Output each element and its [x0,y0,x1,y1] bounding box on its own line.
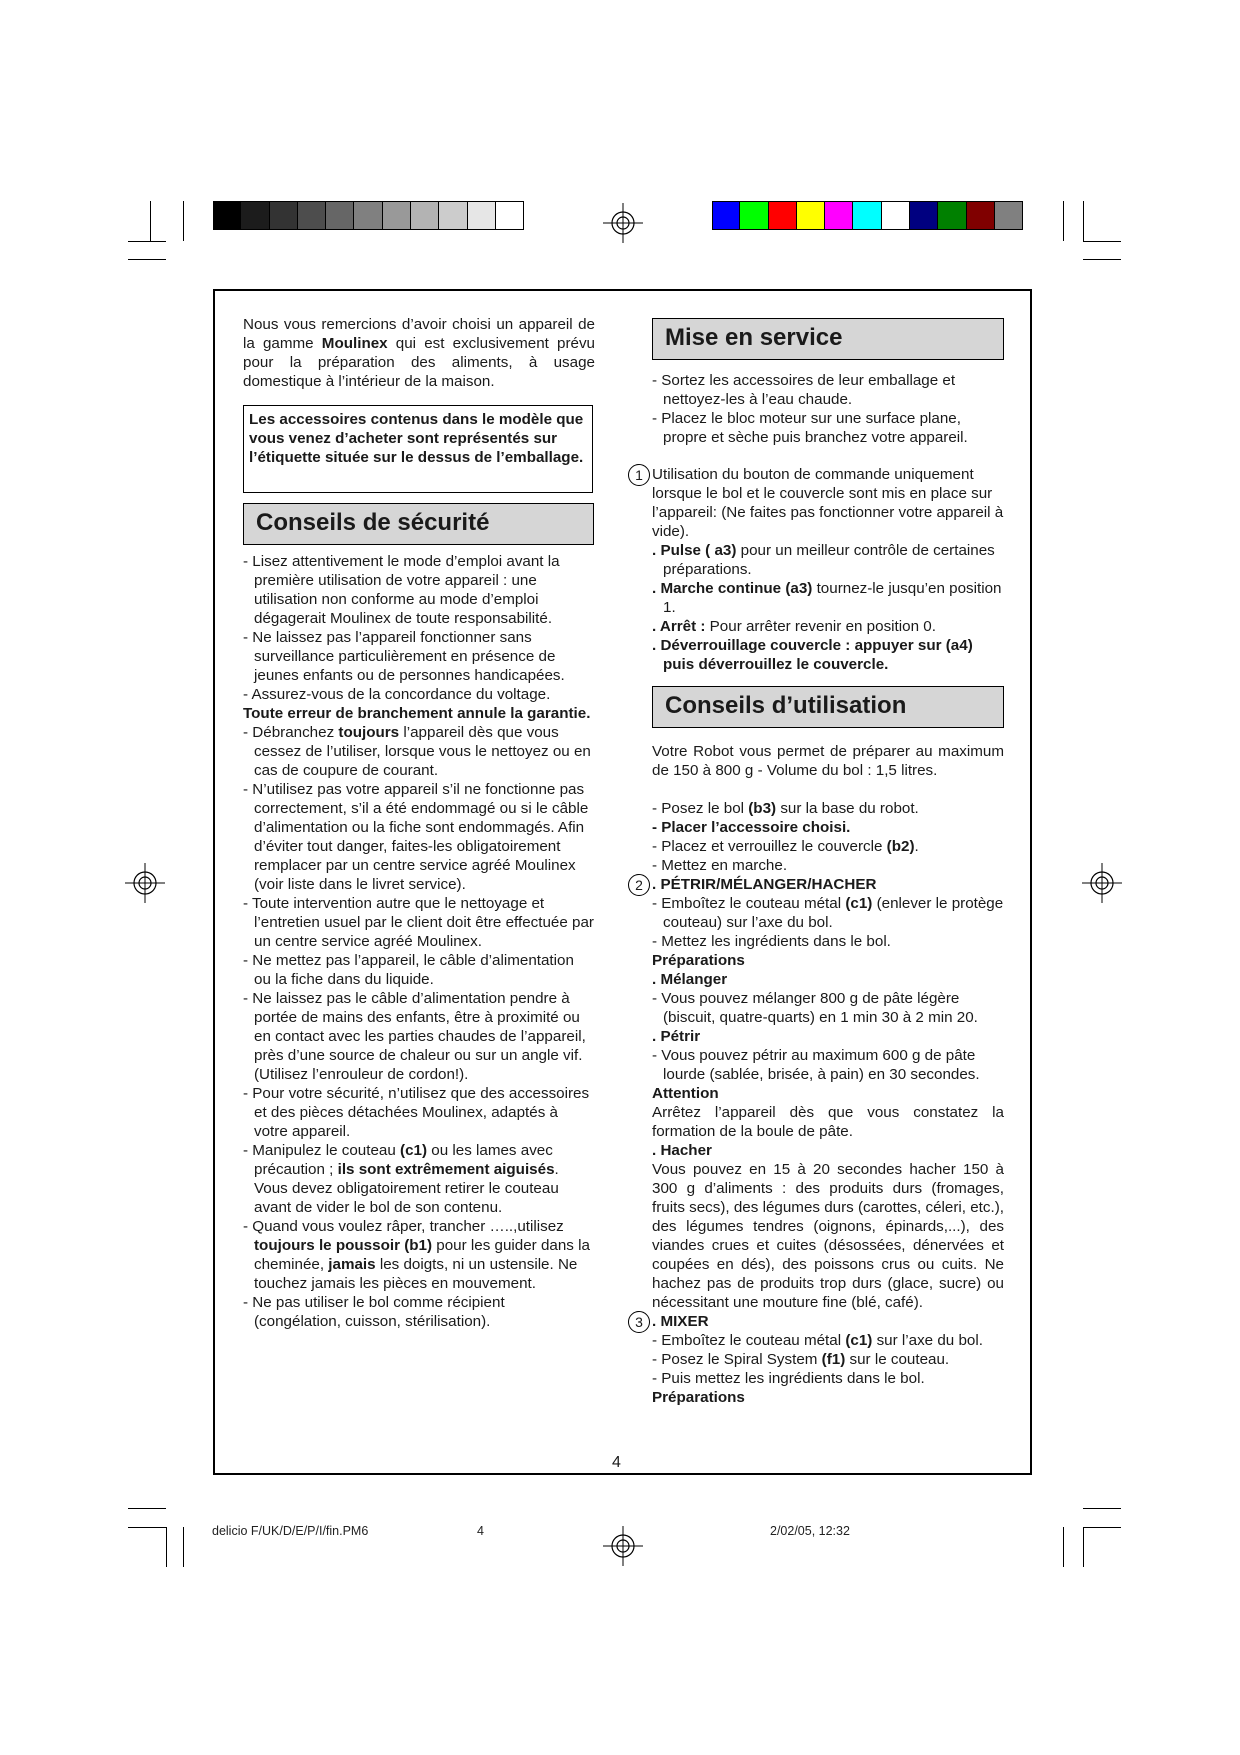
step-line: - Mettez en marche. [652,857,788,874]
color-swatch [241,201,269,230]
subheading: Préparations [652,1389,745,1406]
step-line: - Emboîtez le couteau métal (c1) sur l’axe du bol. [652,1332,983,1349]
list-item: - Débranchez toujours l’appareil dès que vous cessez de l’utiliser, lorsque vous le nettoyez ou en cas de coupure de courant. [243,724,591,779]
color-swatch [213,201,241,230]
intro-paragraph: Nous vous remercions d’avoir choisi un appareil de la gamme Moulinex qui est exclusivement prévu pour la préparation des aliments, à usage domestique à l’intérieur de la maison. [243,316,596,390]
list-item: - Pour votre sécurité, n’utilisez que des accessoires et des pièces détachées Moulinex, adaptés à votre appareil. [243,1085,590,1140]
hacher-text: Vous pouvez en 15 à 20 secondes hacher 150 à 300 g d’aliments : des produits durs (fromages, fruits secs), des légumes durs (carottes, céleri, etc.), des légumes tendres (oignons, épinards,...), des viandes crues et cuites (désossées, dénervées et coupées en dés), des poissons crus ou cuits. Ne hachez pas de produits trop durs (glace, sucre) ou nécessitant une mouture fine (blé, café). [652,1161,1004,1311]
accessories-notice: Les accessoires contenus dans le modèle que vous venez d’acheter sont représentés sur l’étiquette située sur le dessus de l’emballage. [243,405,593,493]
registration-mark-right-icon [1082,863,1122,903]
color-swatch [439,201,467,230]
footer-date: 2/02/05, 12:32 [770,1524,850,1538]
list-item: - Ne pas utiliser le bol comme récipient (congélation, cuisson, stérilisation). [243,1294,505,1330]
list-item: - Assurez-vous de la concordance du voltage. [243,686,551,703]
step-number-1-icon: 1 [628,464,650,486]
control-button-usage [635,465,1004,674]
step-line: - Vous pouvez pétrir au maximum 600 g de pâte lourde (sablée, brisée, à pain) en 30 secondes. [652,1047,980,1083]
color-swatch [995,201,1023,230]
mixer-title: 3 . MIXER [652,1312,1004,1331]
color-swatch [326,201,354,230]
step-line: - Mettez les ingrédients dans le bol. [652,933,891,950]
control-usage-text: Utilisation du bouton de commande uniquement lorsque le bol et le couvercle sont mis en place sur l’appareil: (Ne faites pas fonctionner votre appareil à vide). [652,466,1004,540]
service-list [652,371,1004,447]
color-swatch [967,201,995,230]
list-item: - Sortez les accessoires de leur emballage et nettoyez-les à l’eau chaude. [652,372,956,408]
color-swatch [797,201,825,230]
list-item: - Placez le bloc moteur sur une surface plane, propre et sèche puis branchez votre appareil. [652,410,968,446]
color-swatch [853,201,881,230]
subheading: . Pétrir [652,1028,701,1045]
color-swatch [882,201,910,230]
color-swatch [740,201,768,230]
page-number: 4 [612,1454,621,1471]
subheading: . Hacher [652,1142,712,1159]
subheading: Préparations [652,952,745,969]
list-item: - Lisez attentivement le mode d’emploi avant la première utilisation de votre appareil : une utilisation non conforme au mode d’emploi dégagerait Moulinex de toute responsabilité. [243,553,560,627]
subheading: . Mélanger [652,971,728,988]
section-title-securite: Conseils de sécurité [243,503,594,545]
petrir-title: 2 . PÉTRIR/MÉLANGER/HACHER [652,875,1004,894]
color-swatch [270,201,298,230]
color-swatch [383,201,411,230]
section-title-mise-en-service: Mise en service [652,318,1004,360]
footer-filename: delicio F/UK/D/E/P/I/fin.PM6 [212,1524,369,1538]
footer-page: 4 [477,1524,484,1538]
gray-color-bar [213,201,524,230]
color-swatch [468,201,496,230]
registration-mark-bottom-icon [603,1526,643,1566]
marche-line: . Marche continue (a3) tournez-le jusqu’en position 1. [652,580,1002,616]
color-bar [712,201,1023,230]
attention-text: Arrêtez l’appareil dès que vous constatez la formation de la boule de pâte. [652,1104,1004,1140]
utilisation-intro: Votre Robot vous permet de préparer au maximum de 150 à 800 g - Volume du bol : 1,5 litres. [652,743,1004,779]
color-swatch [354,201,382,230]
securite-list [243,552,595,1331]
step-line: - Emboîtez le couteau métal (c1) (enlever le protège couteau) sur l’axe du bol. [652,895,1004,931]
list-item: - Ne laissez pas le câble d’alimentation pendre à portée de mains des enfants, être à proximité ou en contact avec les parties chaudes de l’appareil, près d’une source de chaleur ou sur un angle vif. (Utilisez l’enrouleur de cordon!). [243,990,586,1083]
list-item: - Manipulez le couteau (c1) ou les lames avec précaution ; ils sont extrêmement aiguisés. Vous devez obligatoirement retirer le couteau avant de vider le bol de son contenu. [243,1142,559,1216]
brand-name: Moulinex [321,335,388,352]
registration-mark-left-icon [125,863,165,903]
color-swatch [298,201,326,230]
color-swatch [769,201,797,230]
list-item: - Toute intervention autre que le nettoyage et l’entretien usuel par le client doit être effectuée par un centre service agréé Moulinex. [243,895,594,950]
color-swatch [910,201,938,230]
step-line: - Posez le bol (b3) sur la base du robot. [652,800,919,817]
step-number-3-icon: 3 [628,1311,650,1333]
list-item: - Ne laissez pas l’appareil fonctionner sans surveillance particulièrement en présence de jeunes enfants ou de personnes handicapées. [243,629,565,684]
color-swatch [411,201,439,230]
step-line: - Placez et verrouillez le couvercle (b2). [652,838,919,855]
step-line: - Vous pouvez mélanger 800 g de pâte légère (biscuit, quatre-quarts) en 1 min 30 à 2 min 20. [652,990,978,1026]
list-item: - N’utilisez pas votre appareil s’il ne fonctionne pas correctement, s’il a été endommagé ou si le câble d’alimentation ou la fiche sont endommagés. Afin d’éviter tout danger, faites-les obligatoirement remplacer par un centre service agréé Moulinex (voir liste dans le livret service). [243,781,589,893]
list-item: - Ne mettez pas l’appareil, le câble d’alimentation ou la fiche dans du liquide. [243,952,574,988]
registration-mark-top-icon [603,203,643,243]
arret-line: . Arrêt : Pour arrêter revenir en position 0. [652,618,936,635]
section-title-utilisation: Conseils d’utilisation [652,686,1004,728]
subheading: Attention [652,1085,719,1102]
color-swatch [496,201,524,230]
pulse-line: . Pulse ( a3) pour un meilleur contrôle de certaines préparations. [652,542,995,578]
step-line: - Posez le Spiral System (f1) sur le couteau. [652,1351,950,1368]
list-item: - Quand vous voulez râper, trancher …..,utilisez toujours le poussoir (b1) pour les guider dans la cheminée, jamais les doigts, ni un ustensile. Ne touchez jamais les pièces en mouvement. [243,1218,590,1292]
color-swatch [712,201,740,230]
color-swatch [825,201,853,230]
step-number-2-icon: 2 [628,874,650,896]
deverrouillage-line: . Déverrouillage couvercle : appuyer sur (a4) puis déverrouillez le couvercle. [652,637,973,673]
warranty-warning: Toute erreur de branchement annule la garantie. [243,705,591,722]
utilisation-content [635,742,1004,1407]
step-line: - Puis mettez les ingrédients dans le bol. [652,1370,925,1387]
color-swatch [938,201,966,230]
step-line: - Placer l’accessoire choisi. [652,819,851,836]
